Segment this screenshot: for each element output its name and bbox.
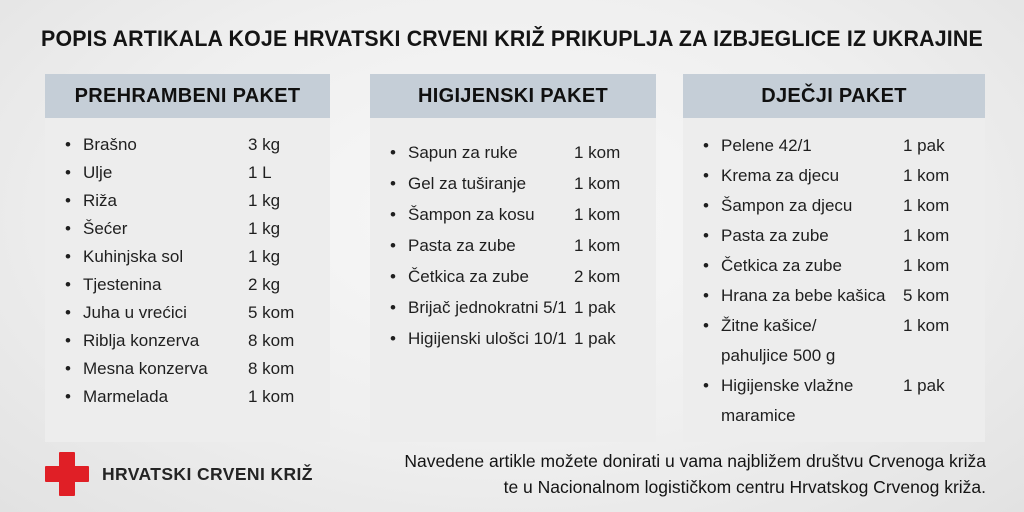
item-quantity: 1 kom	[248, 387, 295, 406]
item-label-line1: Četkica za zube	[408, 267, 529, 286]
list-item	[390, 292, 640, 323]
item-label	[721, 191, 903, 221]
item-quantity: 1 kom	[574, 205, 621, 224]
item-label-line1: Marmelada	[83, 387, 169, 406]
package-panel-title: DJEČJI PAKET	[683, 74, 985, 118]
footer	[45, 448, 986, 500]
bullet-icon: •	[390, 205, 396, 224]
list-item	[703, 131, 969, 161]
item-label-line1: Krema za djecu	[721, 166, 840, 185]
item-label-line1: Četkica za zube	[721, 256, 842, 275]
list-item	[390, 137, 640, 168]
item-quantity: 1 pak	[574, 298, 616, 317]
list-item	[703, 191, 969, 221]
red-cross-icon	[45, 452, 89, 496]
bullet-icon: •	[65, 359, 71, 378]
item-label	[408, 323, 574, 354]
item-label	[408, 199, 574, 230]
item-label-line1: Brijač jednokratni 5/1	[408, 298, 567, 317]
item-label	[408, 292, 574, 323]
item-label-line1: Kuhinjska sol	[83, 247, 184, 266]
bullet-icon: •	[65, 331, 71, 350]
item-label-line1: Pasta za zube	[721, 226, 829, 245]
bullet-icon: •	[703, 316, 709, 335]
bullet-icon: •	[703, 136, 709, 155]
bullet-icon: •	[65, 219, 71, 238]
item-label-line1: Brašno	[83, 135, 137, 154]
page-title: POPIS ARTIKALA KOJE HRVATSKI CRVENI KRIŽ PRIKUPLJA ZA IZBJEGLICE IZ UKRAJINE	[41, 26, 983, 51]
item-label	[83, 355, 248, 383]
org-name: HRVATSKI CRVENI KRIŽ	[102, 463, 313, 484]
item-label	[83, 187, 248, 215]
item-label	[408, 230, 574, 261]
list-item	[703, 281, 969, 311]
list-item	[65, 327, 314, 355]
item-label-line1: Šampon za kosu	[408, 205, 535, 224]
package-item-list	[45, 118, 330, 411]
item-label	[83, 215, 248, 243]
item-label-line1: Pasta za zube	[408, 236, 516, 255]
item-quantity: 1 kom	[903, 226, 950, 245]
item-quantity: 5 kom	[903, 286, 950, 305]
list-item	[65, 215, 314, 243]
item-label-line1: Mesna konzerva	[83, 359, 208, 378]
item-label-line1: Riža	[83, 191, 118, 210]
list-item	[390, 199, 640, 230]
list-item	[65, 299, 314, 327]
list-item	[390, 230, 640, 261]
bullet-icon: •	[390, 329, 396, 348]
package-panel	[45, 74, 330, 442]
bullet-icon: •	[390, 174, 396, 193]
list-item	[703, 311, 969, 371]
item-label	[83, 159, 248, 187]
item-quantity: 1 kom	[574, 236, 621, 255]
bullet-icon: •	[65, 275, 71, 294]
item-label-line2: maramice	[721, 406, 796, 425]
item-quantity: 2 kg	[248, 275, 281, 294]
item-label	[408, 261, 574, 292]
item-label	[721, 221, 903, 251]
item-label-line1: Juha u vrećici	[83, 303, 187, 322]
item-label	[721, 311, 903, 371]
list-item	[65, 131, 314, 159]
item-label	[83, 299, 248, 327]
item-label	[83, 327, 248, 355]
item-quantity: 1 pak	[574, 329, 616, 348]
item-label	[721, 251, 903, 281]
item-quantity: 1 kg	[248, 191, 281, 210]
list-item	[65, 159, 314, 187]
bullet-icon: •	[65, 191, 71, 210]
list-item	[65, 271, 314, 299]
item-label-line1: Sapun za ruke	[408, 143, 518, 162]
bullet-icon: •	[390, 236, 396, 255]
item-label-line1: Šampon za djecu	[721, 196, 853, 215]
item-quantity: 1 L	[248, 163, 272, 182]
bullet-icon: •	[703, 256, 709, 275]
red-cross-brand	[45, 452, 313, 496]
list-item	[703, 221, 969, 251]
bullet-icon: •	[703, 196, 709, 215]
list-item	[390, 323, 640, 354]
item-quantity: 1 kom	[574, 174, 621, 193]
item-quantity: 1 kom	[903, 166, 950, 185]
bullet-icon: •	[65, 163, 71, 182]
item-quantity: 1 pak	[903, 376, 945, 395]
bullet-icon: •	[390, 143, 396, 162]
list-item	[703, 251, 969, 281]
package-panel-title: HIGIJENSKI PAKET	[370, 74, 656, 118]
item-label	[408, 168, 574, 199]
item-label	[721, 161, 903, 191]
item-quantity: 1 kg	[248, 247, 281, 266]
list-item	[390, 261, 640, 292]
bullet-icon: •	[65, 247, 71, 266]
item-quantity: 1 pak	[903, 136, 945, 155]
item-label	[83, 243, 248, 271]
item-label	[83, 131, 248, 159]
item-label	[721, 371, 903, 431]
bullet-icon: •	[703, 286, 709, 305]
item-label	[83, 271, 248, 299]
bullet-icon: •	[703, 166, 709, 185]
package-item-list	[683, 118, 985, 431]
item-label-line1: Tjestenina	[83, 275, 162, 294]
item-quantity: 8 kom	[248, 331, 295, 350]
item-label-line1: Žitne kašice/	[721, 316, 817, 335]
item-quantity: 2 kom	[574, 267, 621, 286]
item-label-line1: Higijenski ulošci 10/1	[408, 329, 567, 348]
list-item	[390, 168, 640, 199]
item-label-line1: Pelene 42/1	[721, 136, 812, 155]
donation-note-line2: te u Nacionalnom logističkom centru Hrvatskog Crvenog križa.	[503, 477, 986, 497]
item-label-line1: Hrana za bebe kašica	[721, 286, 886, 305]
donation-note	[404, 448, 986, 500]
list-item	[65, 187, 314, 215]
item-quantity: 1 kom	[903, 256, 950, 275]
item-quantity: 1 kom	[903, 316, 950, 335]
bullet-icon: •	[65, 387, 71, 406]
package-item-list	[370, 118, 656, 354]
bullet-icon: •	[65, 303, 71, 322]
item-label-line1: Šećer	[83, 219, 128, 238]
list-item	[65, 243, 314, 271]
package-panel-title: PREHRAMBENI PAKET	[45, 74, 330, 118]
item-label-line1: Gel za tuširanje	[408, 174, 527, 193]
bullet-icon: •	[390, 298, 396, 317]
bullet-icon: •	[65, 135, 71, 154]
list-item	[65, 383, 314, 411]
item-quantity: 1 kom	[574, 143, 621, 162]
item-label	[83, 383, 248, 411]
list-item	[703, 161, 969, 191]
item-label	[408, 137, 574, 168]
bullet-icon: •	[703, 226, 709, 245]
item-label-line2: pahuljice 500 g	[721, 346, 836, 365]
package-panel	[683, 74, 985, 442]
list-item	[65, 355, 314, 383]
item-quantity: 8 kom	[248, 359, 295, 378]
item-label-line1: Riblja konzerva	[83, 331, 200, 350]
item-label	[721, 281, 903, 311]
package-panel	[370, 74, 656, 442]
donation-note-line1: Navedene artikle možete donirati u vama najbližem društvu Crvenoga križa	[404, 451, 986, 471]
packages-row	[45, 74, 985, 442]
bullet-icon: •	[390, 267, 396, 286]
bullet-icon: •	[703, 376, 709, 395]
item-label	[721, 131, 903, 161]
item-label-line1: Higijenske vlažne	[721, 376, 854, 395]
item-quantity: 5 kom	[248, 303, 295, 322]
list-item	[703, 371, 969, 431]
item-quantity: 1 kg	[248, 219, 281, 238]
item-label-line1: Ulje	[83, 163, 113, 182]
item-quantity: 1 kom	[903, 196, 950, 215]
item-quantity: 3 kg	[248, 135, 281, 154]
